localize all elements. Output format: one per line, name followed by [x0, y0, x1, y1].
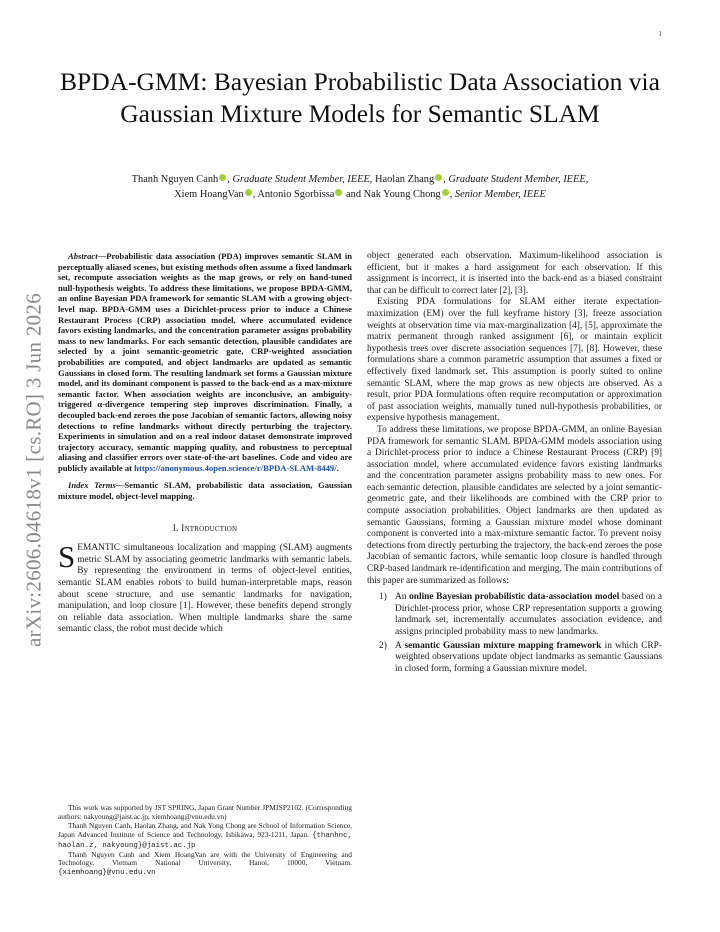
abstract: Abstract—Probabilistic data association (PDA) improves semantic SLAM in perceptually aliased scenes, but existing methods often assume a fixed landmark set, recompute association weights as the map grows, or rely on hand-tuned null-hypothesis weights. To address these limitations, we propose BPDA-GMM, an online Bayesian PDA framework for semantic SLAM with a growing object-level map. BPDA-GMM uses a Dirichlet-process prior to induce a Chinese Restaurant Process (CRP) association model, where accumulated evidence favors existing landmarks, and the concentration parameter assigns probability mass to new landmarks. For each semantic detection, plausible candidates are selected by a joint semantic-geometric gate, CRP-weighted association probabilities are computed, and object landmarks are updated as semantic Gaussians in closed form. The resulting landmark set forms a Gaussian mixture model, and its dominant component is passed to the back-end as a max-mixture semantic factor. When association weights are inconclusive, an ambiguity-triggered α-divergence tempering step improves discrimination. Finally, a decoupled back-end zeroes the pose Jacobian of semantic factors, allowing noisy detections to refine landmarks without directly perturbing the trajectory. Experiments in simulation and on a real indoor dataset demonstrate improved trajectory accuracy, semantic mapping quality, and robustness to perceptual aliasing and classifier errors over state-of-the-art baselines. Code and video are publicly available at https://anonymous.4open.science/r/BPDA-SLAM-8449/.: [58, 251, 352, 473]
author-name: Antonio Sgorbissa: [257, 189, 335, 200]
orcid-icon[interactable]: [245, 189, 252, 196]
orcid-icon[interactable]: [335, 189, 342, 196]
intro-paragraph: SEMANTIC simultaneous localization and mapping (SLAM) augments metric SLAM by associating geometric landmarks with semantic labels. By representing the environment in terms of object-level entities, semantic SLAM enables robots to build human-interpretable maps, reason about scene structure, and use semantic landmarks for navigation, manipulation, and loop closure [1]. However, these benefits depend strongly on reliable data association. When multiple landmarks share the same semantic class, the robot must decide which: [58, 539, 352, 635]
author-role: Graduate Student Member, IEEE: [448, 174, 586, 185]
index-terms-body: —Semantic SLAM, probabilistic data association, Gaussian mixture model, object-level mapping.: [58, 480, 352, 502]
section-heading: I. Introduction: [172, 523, 238, 534]
author-name: Haolan Zhang: [375, 174, 435, 185]
index-terms: [58, 480, 352, 501]
code-link[interactable]: https://anonymous.4open.science/r/BPDA-SLAM-8449/: [134, 462, 337, 473]
list-item: 2) A semantic Gaussian mixture mapping framework in which CRP-weighted observations update object landmarks as semantic Gaussians in closed form, forming a Gaussian mixture model.: [379, 640, 663, 674]
orcid-icon[interactable]: [435, 174, 442, 181]
email: {xiemhoang}@vnu.edu.vn: [58, 869, 156, 878]
email: {thanhnc, haolan.z, nakyoung}@jaist.ac.jp: [58, 831, 352, 850]
right-column: [367, 251, 662, 677]
drop-cap: S: [58, 539, 76, 575]
orcid-icon[interactable]: [442, 189, 449, 196]
page-number: 1: [658, 30, 662, 38]
contributions-list: [367, 592, 662, 675]
footnote-affiliation: Thanh Nguyen Canh, Haolan Zhang, and Nak Yong Chong are School of Information Science, Japan Advanced Institute of Science and Technology, Ishikawa, 923-1211, Japan. {thanhnc, haolan.z, nakyoung}@jaist.ac.jp: [58, 820, 352, 850]
abstract-body: —Probabilistic data association (PDA) improves semantic SLAM in perceptually aliased scenes, but existing methods often assume a fixed landmark set, recompute association weights as the map grows, or rely on hand-tuned null-hypothesis weights. To address these limitations, we propose BPDA-GMM, an online Bayesian PDA framework for semantic SLAM with a growing object-level map. BPDA-GMM uses a Dirichlet-process prior to induce a Chinese Restaurant Process (CRP) association model, where accumulated evidence favors existing landmarks, and the concentration parameter assigns probability mass to new landmarks. For each semantic detection, plausible candidates are selected by a joint semantic-geometric gate, CRP-weighted association probabilities are computed, and object landmarks are updated as semantic Gaussians in closed form. The resulting landmark set forms a Gaussian mixture model, and its dominant component is passed to the back-end as a max-mixture semantic factor. When association weights are inconclusive, an ambiguity-triggered α-divergence tempering step improves discrimination. Finally, a decoupled back-end zeroes the pose Jacobian of semantic factors, allowing noisy detections to refine landmarks without directly perturbing the trajectory. Experiments in simulation and on a real indoor dataset demonstrate improved trajectory accuracy, semantic mapping quality, and robustness to perceptual aliasing and classifier errors over state-of-the-art baselines. Code and video are publicly available at: [58, 251, 352, 473]
intro-paragraph: Existing PDA formulations for SLAM either iterate expectation-maximization (EM) over the full keyframe history [3], freeze association weights at observation time via max-marginalization [4], [5], approximate the matrix permanent through ranked assignment [6], or maintain explicit hypothesis trees over discrete association sequences [7], [8]. However, these formulations share a common parametric assumption that assumes a fixed or effectively fixed landmark set. This assumption is poorly suited to online semantic SLAM, where the map grows as new objects are observed. As a result, prior PDA formulations often require recomputation or approximation of past association weights, manually tuned null-hypothesis probabilities, or expensive hypothesis management.: [367, 297, 662, 424]
abstract-lead: Abstract: [68, 251, 98, 261]
author-name: Xiem HoangVan: [174, 189, 244, 200]
author-role: Graduate Student Member, IEEE: [232, 174, 370, 185]
left-column: [58, 251, 352, 636]
footnote-affiliation: Thanh Nguyen Canh and Xiem HoangVan are with the University of Engineering and Technology, Vietnam National University, Hanoi, 10000, Vietnam. {xiemhoang}@vnu.edu.vn: [58, 849, 352, 878]
author-role: Senior Member, IEEE: [454, 189, 546, 200]
footnotes: [58, 804, 352, 878]
author-name: Nak Young Chong: [363, 189, 441, 200]
footnote-funding: This work was supported by JST SPRING, Japan Grant Number JPMJSP2102. (Corresponding authors: nakyoung@jaist.ac.jp, xiemhoang@vnu.edu.vn): [58, 803, 352, 821]
orcid-icon[interactable]: [219, 174, 226, 181]
intro-paragraph-cont: object generated each observation. Maximum-likelihood association is efficient, but it makes a hard assignment for each observation. If this assignment is incorrect, it is inserted into the back-end as a biased constraint that can be difficult to correct later [2], [3].: [367, 251, 662, 296]
paper-title: BPDA-GMM: Bayesian Probabilistic Data Association via Gaussian Mixture Models for Semantic SLAM: [60, 67, 660, 128]
arxiv-stamp: arXiv:2606.04618v1 [cs.RO] 3 Jun 2026: [21, 292, 46, 648]
author-list: Thanh Nguyen Canh , Graduate Student Member, IEEE, Haolan Zhang , Graduate Student Member, IEEE, Xiem HoangVan , Antonio Sgorbissa and Nak Young Chong , Senior Member, IEEE: [131, 174, 589, 200]
index-terms-lead: Index Terms: [68, 480, 116, 491]
author-name: Thanh Nguyen Canh: [131, 174, 219, 185]
list-item: 1) An online Bayesian probabilistic data-association model based on a Dirichlet-process prior, whose CRP representation supports a growing landmark set, incrementally accumulates association evidence, and assigns principled probability mass to new landmarks.: [379, 592, 662, 637]
intro-paragraph: To address these limitations, we propose BPDA-GMM, an online Bayesian PDA framework for semantic SLAM. BPDA-GMM models association using a Dirichlet-process prior to induce a Chinese Restaurant Process (CRP) [9] association model, where accumulated evidence favors existing landmarks and the concentration parameter assigns probability mass to new ones. For each semantic detection, plausible candidates are selected by a joint semantic-geometric gate, and their likelihoods are combined with the CRP prior to compute association probabilities. Object landmarks are then updated as semantic Gaussians, forming a Gaussian mixture model whose dominant component is converted into a max-mixture semantic factor. To prevent noisy detections from directly perturbing the trajectory, the back-end zeroes the pose Jacobian of semantic factors, while semantic loop closure is handled through CRP-based landmark re-identification and merging. The main contributions of this paper are summarized as follows:: [367, 424, 662, 586]
